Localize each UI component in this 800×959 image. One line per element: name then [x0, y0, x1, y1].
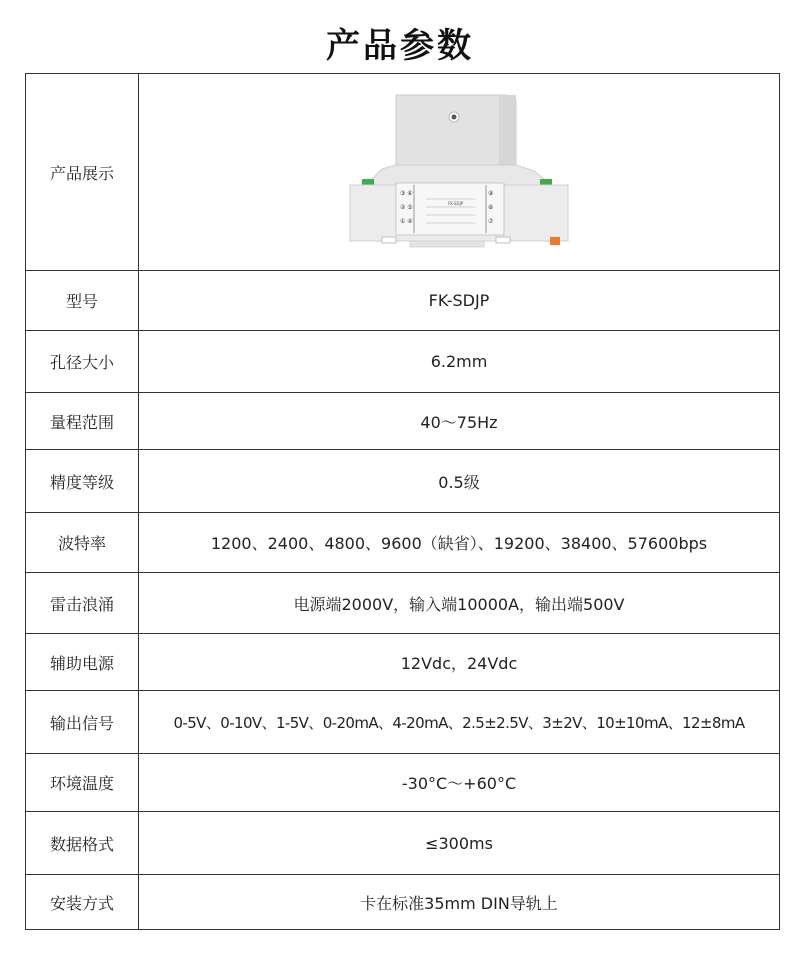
product-image: [344, 87, 574, 257]
panel-model: FK-SDJP: [448, 201, 464, 206]
row-value: 卡在标准35mm DIN导轨上: [139, 875, 780, 930]
pin-label: ⑦: [488, 218, 494, 225]
table-row: [26, 754, 780, 812]
row-label: 安装方式: [26, 875, 139, 930]
row-value: 0.5级: [139, 450, 780, 513]
row-label: 环境温度: [26, 754, 139, 812]
row-value: 电源端2000V，输入端10000A，输出端500V: [139, 573, 780, 634]
row-value: 1200、2400、4800、9600（缺省）、19200、38400、57600bps: [139, 513, 780, 573]
row-value: 40～75Hz: [139, 393, 780, 450]
row-label: 量程范围: [26, 393, 139, 450]
product-image-cell: [139, 74, 780, 271]
row-label: 输出信号: [26, 691, 139, 754]
row-label: 数据格式: [26, 812, 139, 875]
table-row: [26, 271, 780, 331]
row-value: FK-SDJP: [139, 271, 780, 331]
table-row: [26, 812, 780, 875]
table-row: [26, 331, 780, 393]
page-title: 产品参数: [326, 26, 474, 66]
row-label: 雷击浪涌: [26, 573, 139, 634]
pin-label: ⑨: [488, 190, 494, 197]
row-value: ≤300ms: [139, 812, 780, 875]
table-row: [26, 573, 780, 634]
pin-label: ③ ⑥: [400, 190, 413, 197]
row-label: 产品展示: [26, 74, 139, 271]
row-value: 0-5V、0-10V、1-5V、0-20mA、4-20mA、2.5±2.5V、3±2V、10±10mA、12±8mA: [139, 691, 780, 754]
pin-label: ⑧: [488, 204, 494, 211]
table-row: [26, 393, 780, 450]
row-label: 型号: [26, 271, 139, 331]
table-row: [26, 74, 780, 271]
table-row: [26, 875, 780, 930]
row-label: 辅助电源: [26, 634, 139, 691]
table-row: [26, 691, 780, 754]
pin-label: ① ④: [400, 218, 413, 225]
row-value: -30°C～+60°C: [139, 754, 780, 812]
row-value: 12Vdc，24Vdc: [139, 634, 780, 691]
row-value: 6.2mm: [139, 331, 780, 393]
pin-label: ② ⑤: [400, 204, 413, 211]
row-label: 精度等级: [26, 450, 139, 513]
spec-table: [25, 73, 780, 930]
row-label: 孔径大小: [26, 331, 139, 393]
table-row: [26, 450, 780, 513]
row-label: 波特率: [26, 513, 139, 573]
table-row: [26, 513, 780, 573]
table-row: [26, 634, 780, 691]
